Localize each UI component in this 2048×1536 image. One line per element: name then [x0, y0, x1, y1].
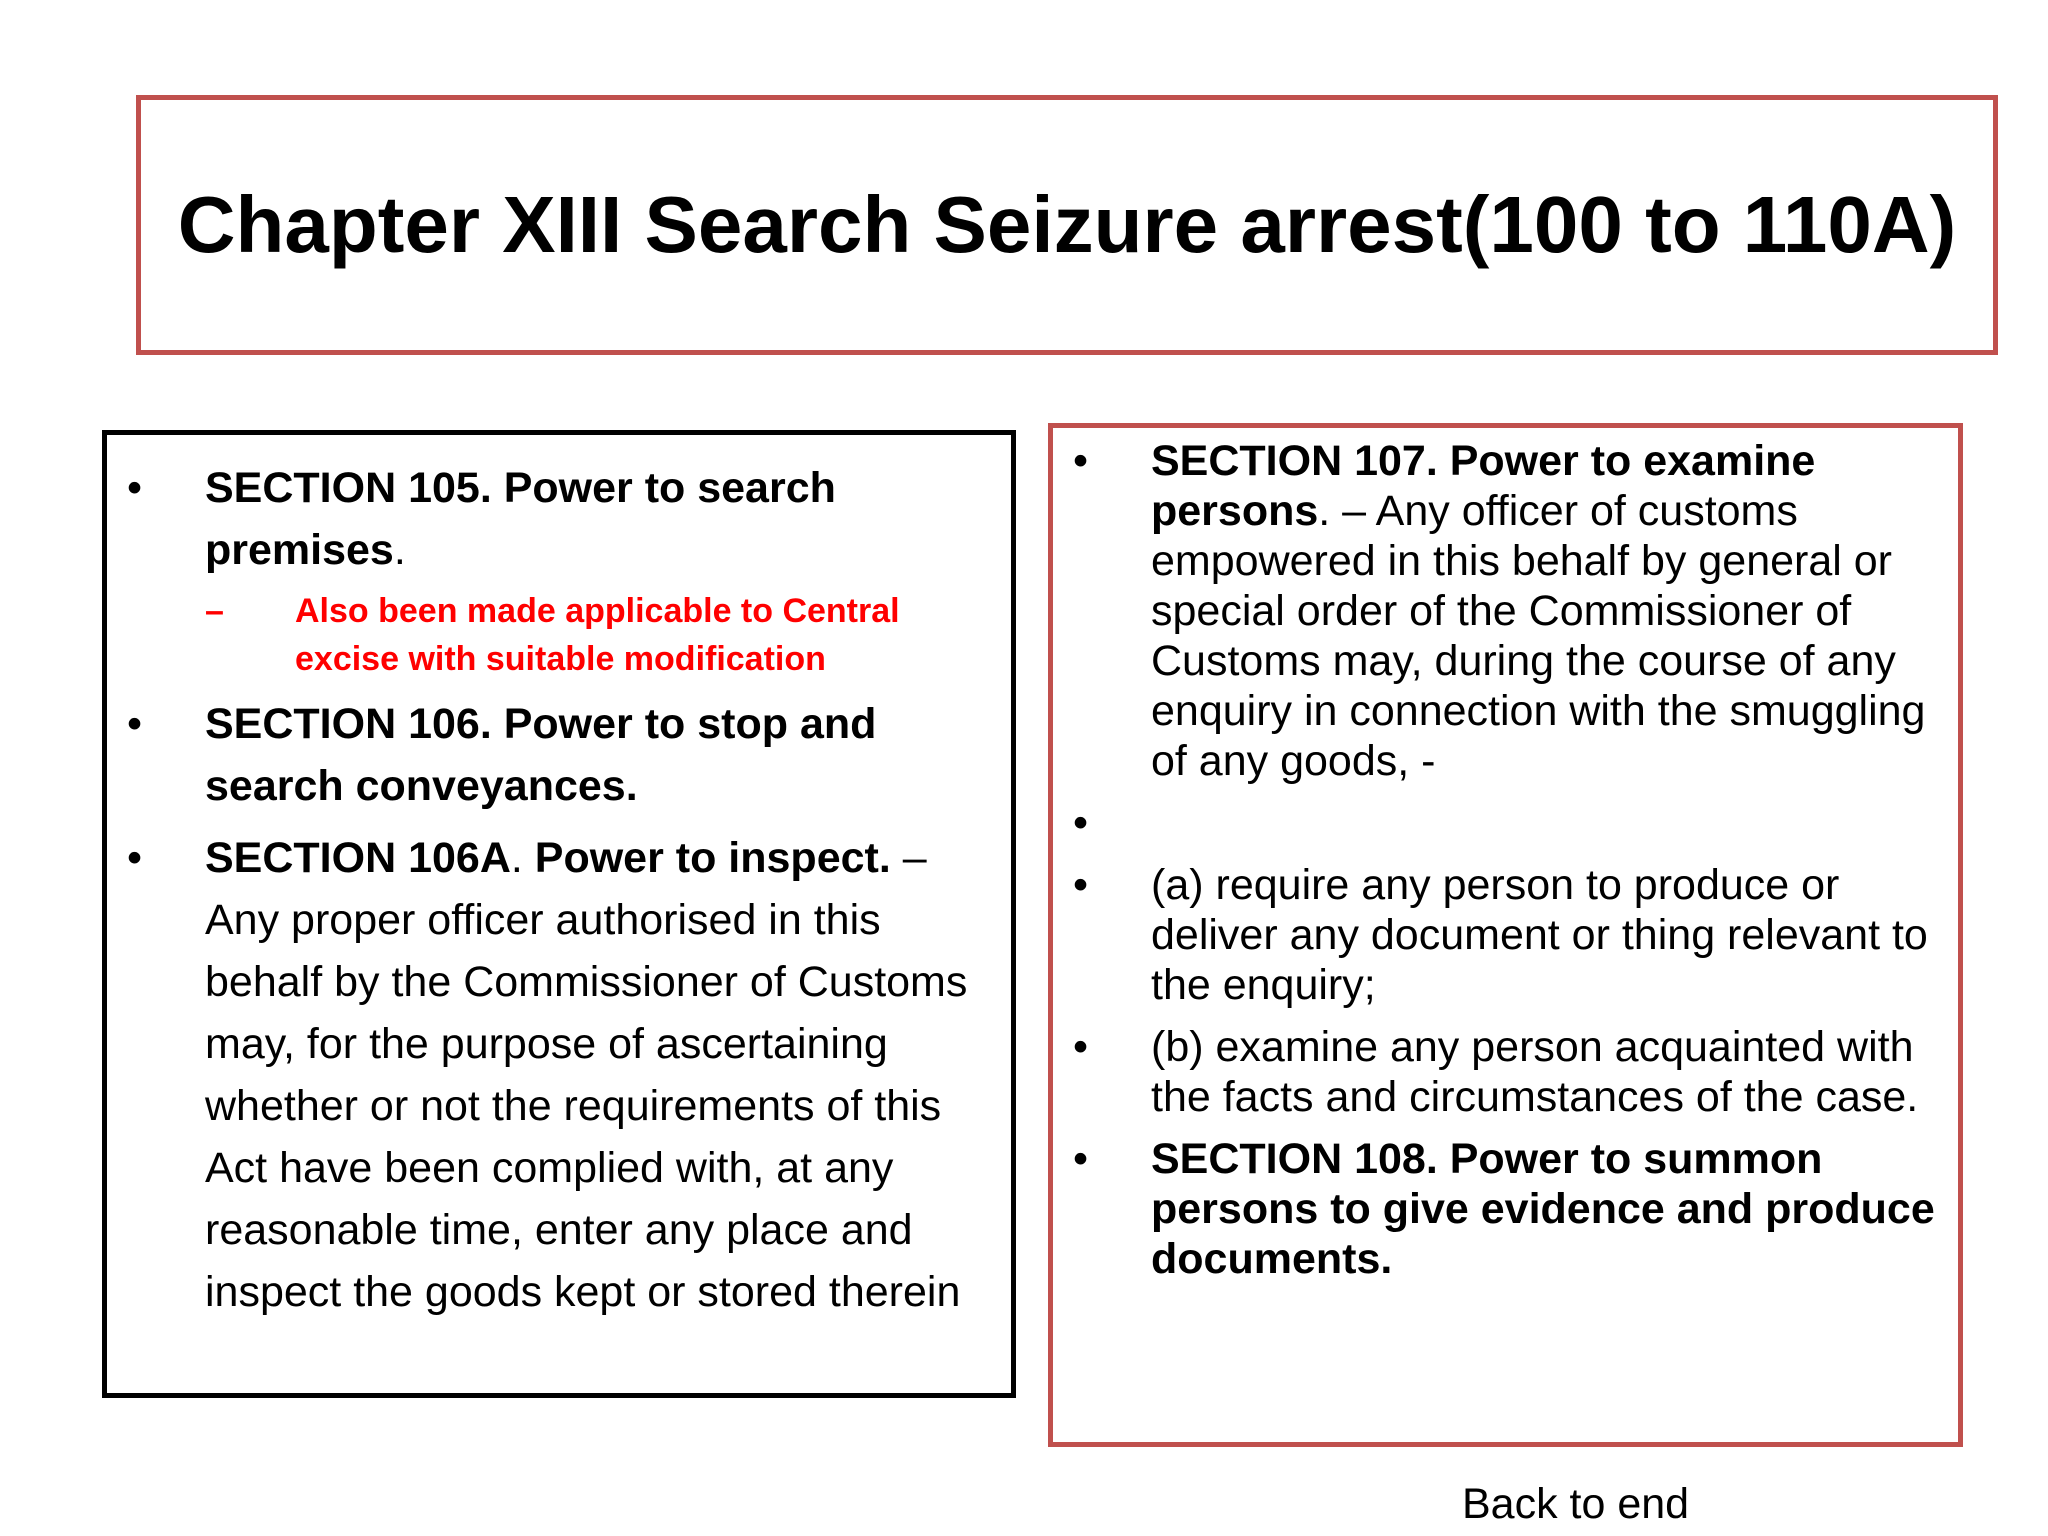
- bullet-icon: •: [1073, 437, 1089, 485]
- bullet-icon: •: [127, 464, 143, 512]
- bullet-icon: •: [1073, 1135, 1089, 1183]
- slide-title: Chapter XIII Search Seizure arrest(100 to 110A): [177, 180, 1957, 269]
- section-106a-body: – Any proper officer authorised in this behalf by the Commissioner of Customs may, for the purpose of ascertaining whether or not the requirements of this Act have been complied with, at any reasonable time, enter any place and inspect the goods kept or stored therein: [205, 834, 968, 1316]
- list-item-section-108: [1053, 1134, 1938, 1284]
- left-content-box: [102, 430, 1016, 1398]
- bullet-icon: •: [1073, 861, 1089, 909]
- item-a-text: (a) require any person to produce or deliver any document or thing relevant to the enquiry;: [1151, 861, 1928, 1009]
- section-106-heading: SECTION 106. Power to stop and search conveyances.: [205, 700, 877, 810]
- section-106a-dot: .: [510, 834, 535, 882]
- bullet-icon: •: [127, 834, 143, 882]
- item-b-text: (b) examine any person acquainted with the facts and circumstances of the case.: [1151, 1023, 1919, 1121]
- section-105-heading: SECTION 105. Power to search premises: [205, 464, 836, 574]
- list-item-empty: [1053, 798, 1938, 848]
- list-item-section-106a: [107, 827, 991, 1323]
- right-bullet-list: [1053, 436, 1938, 1284]
- list-item-section-107: [1053, 436, 1938, 786]
- list-item-section-106: [107, 693, 991, 817]
- section-107-body: . – Any officer of customs empowered in this behalf by general or special order of the Commissioner of Customs may, during the course of any enquiry in connection with the smuggling of any goods, -: [1151, 487, 1926, 785]
- back-to-end-link[interactable]: Back to end: [1462, 1480, 1690, 1528]
- bullet-icon: •: [1073, 799, 1089, 847]
- section-106a-number: SECTION 106A: [205, 834, 511, 882]
- right-content-box: [1048, 423, 1963, 1447]
- bullet-icon: •: [127, 700, 143, 748]
- list-item-a: [1053, 860, 1938, 1010]
- section-105-note-text: Also been made applicable to Central excise with suitable modification: [295, 592, 900, 678]
- list-item-b: [1053, 1022, 1938, 1122]
- bullet-icon: •: [1073, 1023, 1089, 1071]
- left-bullet-list: [107, 457, 991, 1323]
- section-107-heading: SECTION 107. Power to examine persons: [1151, 437, 1816, 535]
- section-108-heading: . Power to summon persons to give evidence and produce documents.: [1151, 1135, 1935, 1283]
- section-108-number: SECTION 108: [1151, 1135, 1426, 1183]
- section-106a-heading: Power to inspect.: [534, 834, 891, 882]
- title-box: [136, 95, 1998, 355]
- section-105-period: .: [393, 526, 406, 574]
- section-105-note: [205, 587, 991, 683]
- dash-icon: –: [205, 592, 224, 630]
- list-item-section-105: [107, 457, 991, 683]
